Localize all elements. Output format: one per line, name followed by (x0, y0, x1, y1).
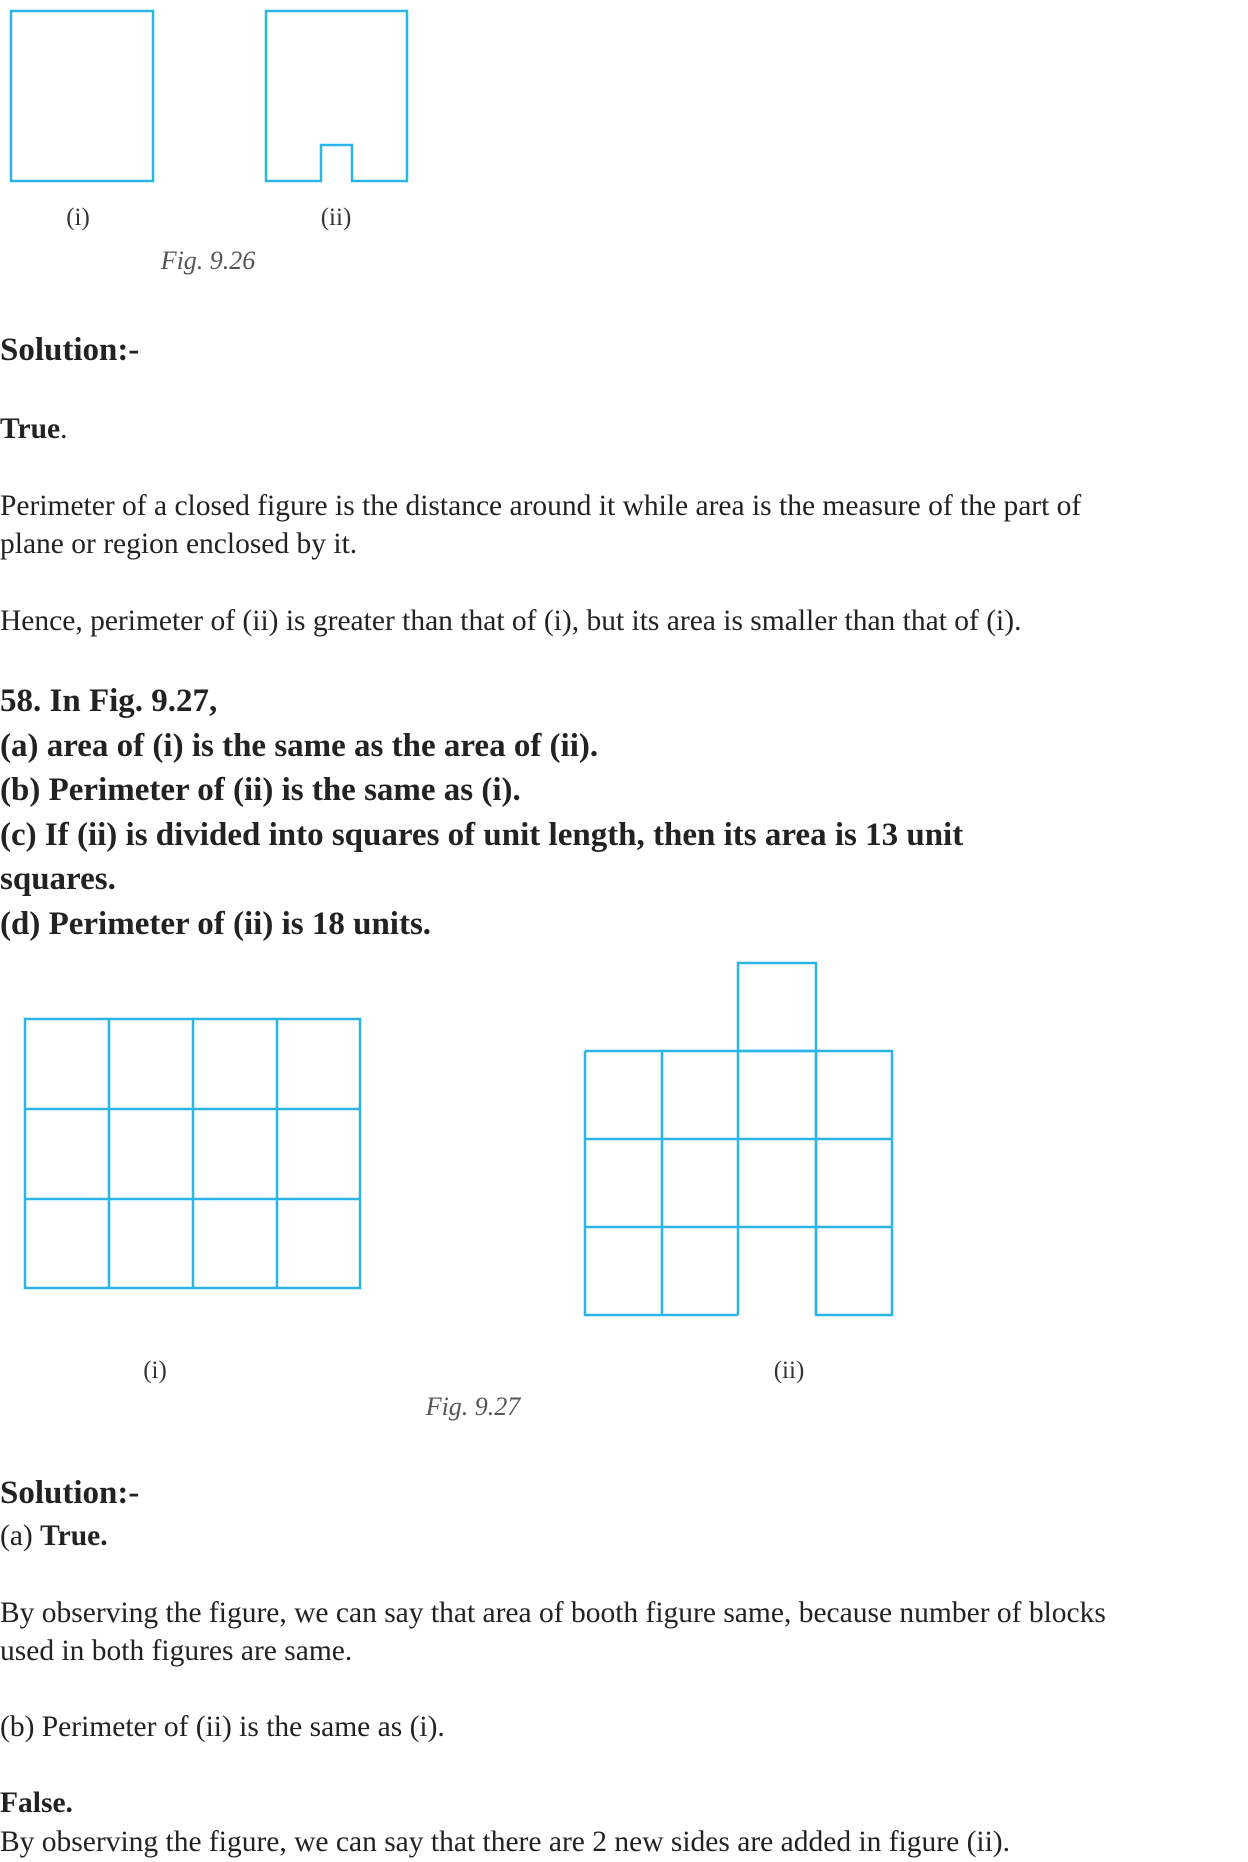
fig26-label-i: (i) (66, 204, 90, 231)
paragraph: Perimeter of a closed figure is the distance around it while area is the measure of the part of (0, 490, 1082, 522)
solution-heading: Solution:- (0, 332, 140, 368)
question-line: 58. In Fig. 9.27, (0, 683, 218, 719)
paragraph: Hence, perimeter of (ii) is greater than that of (i), but its area is smaller than that of (i). (0, 605, 1022, 637)
fig27-grid-i (25, 1019, 360, 1288)
paragraph: By observing the figure, we can say that area of booth figure same, because number of blocks (0, 1597, 1106, 1629)
solution-heading: Solution:- (0, 1475, 140, 1511)
question-line: (c) If (ii) is divided into squares of unit length, then its area is 13 unit (0, 817, 964, 853)
solution-verdict (0, 415, 67, 445)
answer-b-verdict: False. (0, 1787, 73, 1819)
paragraph: used in both figures are same. (0, 1635, 353, 1667)
fig27-label-ii: (ii) (773, 1357, 805, 1384)
verdict-text: True (0, 413, 61, 445)
fig27-caption: Fig. 9.27 (425, 1392, 521, 1421)
fig27-label-i: (i) (143, 1357, 167, 1384)
question-line: (b) Perimeter of (ii) is the same as (i). (0, 772, 521, 808)
answer-b-statement: (b) Perimeter of (ii) is the same as (i). (0, 1711, 445, 1743)
answer-a-verdict: True. (40, 1520, 108, 1552)
fig26-caption: Fig. 9.26 (160, 246, 256, 275)
answer-a-prefix: (a) (0, 1520, 41, 1552)
question-line: (d) Perimeter of (ii) is 18 units. (0, 906, 432, 942)
fig27-shape-ii (585, 963, 892, 1315)
paragraph: By observing the figure, we can say that there are 2 new sides are added in figure (ii). (0, 1826, 1011, 1858)
answer-a (0, 1522, 108, 1552)
fig26-square-i (11, 11, 153, 181)
verdict-punct: . (60, 413, 68, 445)
paragraph: plane or region enclosed by it. (0, 528, 358, 560)
fig26-label-ii: (ii) (320, 204, 352, 231)
question-line: squares. (0, 861, 116, 897)
question-line: (a) area of (i) is the same as the area of (ii). (0, 728, 599, 764)
fig26-notched-square-ii (266, 11, 407, 181)
